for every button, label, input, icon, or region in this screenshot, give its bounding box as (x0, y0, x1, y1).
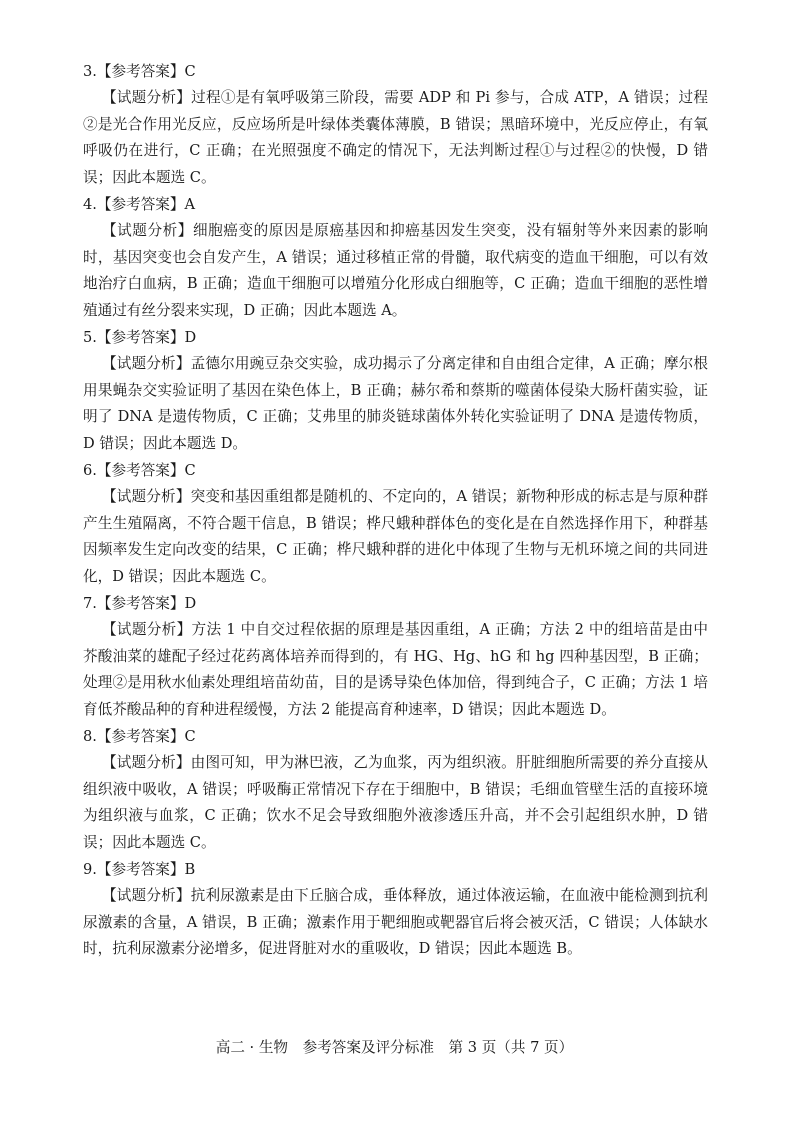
answer-item-9 (83, 856, 708, 963)
answer-list (83, 58, 708, 963)
answer-key-6: 6.【参考答案】C (83, 462, 196, 479)
answer-key-8: 8.【参考答案】C (83, 728, 196, 745)
answer-item-7 (83, 590, 708, 723)
page-footer: 高二 · 生物 参考答案及评分标准 第 3 页（共 7 页） (215, 1039, 574, 1056)
analysis-9: 【试题分析】抗利尿激素是由下丘脑合成，垂体释放，通过体液运输，在血液中能检测到抗利尿激素的含量，A 错误，B 正确；激素作用于靶细胞或靶器官后将会被灭活，C 错误；人体缺水时，抗利尿激素分泌增多，促进肾脏对水的重吸收，D 错误；因此本题选 B。 (83, 887, 708, 957)
answer-item-6 (83, 457, 708, 590)
answer-key-5: 5.【参考答案】D (83, 329, 197, 346)
answer-item-3 (83, 58, 708, 191)
analysis-7: 【试题分析】方法 1 中自交过程依据的原理是基因重组，A 正确；方法 2 中的组培苗是由中芥酸油菜的雄配子经过花药离体培养而得到的，有 HG、Hg、hG 和 hg 四种基因型，B 正确；处理②是用秋水仙素处理组培苗幼苗，目的是诱导染色体加倍，得到纯合子，C 正确；方法 1 培育低芥酸品种的育种进程缓慢，方法 2 能提高育种速率，D 错误；因此本题选 D。 (83, 621, 708, 718)
analysis-4: 【试题分析】细胞癌变的原因是原癌基因和抑癌基因发生突变，没有辐射等外来因素的影响时，基因突变也会自发产生，A 错误；通过移植正常的骨髓，取代病变的造血干细胞，可以有效地治疗白血病，B 正确；造血干细胞可以增殖分化形成白细胞等，C 正确；造血干细胞的恶性增殖通过有丝分裂来实现，D 正确；因此本题选 A。 (83, 222, 708, 319)
answer-item-8 (83, 723, 708, 856)
answer-key-3: 3.【参考答案】C (83, 63, 196, 80)
analysis-5: 【试题分析】孟德尔用豌豆杂交实验，成功揭示了分离定律和自由组合定律，A 正确；摩尔根用果蝇杂交实验证明了基因在染色体上，B 正确；赫尔希和蔡斯的噬菌体侵染大肠杆菌实验，证明了 DNA 是遗传物质，C 正确；艾弗里的肺炎链球菌体外转化实验证明了 DNA 是遗传物质，D 错误；因此本题选 D。 (83, 355, 708, 452)
analysis-8: 【试题分析】由图可知，甲为淋巴液，乙为血浆，丙为组织液。肝脏细胞所需要的养分直接从组织液中吸收，A 错误；呼吸酶正常情况下存在于细胞中，B 错误；毛细血管壁生活的直接环境为组织液与血浆，C 正确；饮水不足会导致细胞外液渗透压升高，并不会引起组织水肿，D 错误；因此本题选 C。 (83, 754, 708, 851)
answer-key-7: 7.【参考答案】D (83, 595, 197, 612)
analysis-3: 【试题分析】过程①是有氧呼吸第三阶段，需要 ADP 和 Pi 参与，合成 ATP，A 错误；过程②是光合作用光反应，反应场所是叶绿体类囊体薄膜，B 错误；黑暗环境中，光反应停止，有氧呼吸仍在进行，C 正确；在光照强度不确定的情况下，无法判断过程①与过程②的快慢，D 错误；因此本题选 C。 (83, 89, 708, 186)
answer-item-5 (83, 324, 708, 457)
answer-item-4 (83, 191, 708, 324)
answer-key-9: 9.【参考答案】B (83, 861, 196, 878)
analysis-6: 【试题分析】突变和基因重组都是随机的、不定向的，A 错误；新物种形成的标志是与原种群产生生殖隔离，不符合题干信息，B 错误；桦尺蛾种群体色的变化是在自然选择作用下，种群基因频率发生定向改变的结果，C 正确；桦尺蛾种群的进化中体现了生物与无机环境之间的共同进化，D 错误；因此本题选 C。 (83, 488, 708, 585)
answer-key-4: 4.【参考答案】A (83, 196, 196, 213)
